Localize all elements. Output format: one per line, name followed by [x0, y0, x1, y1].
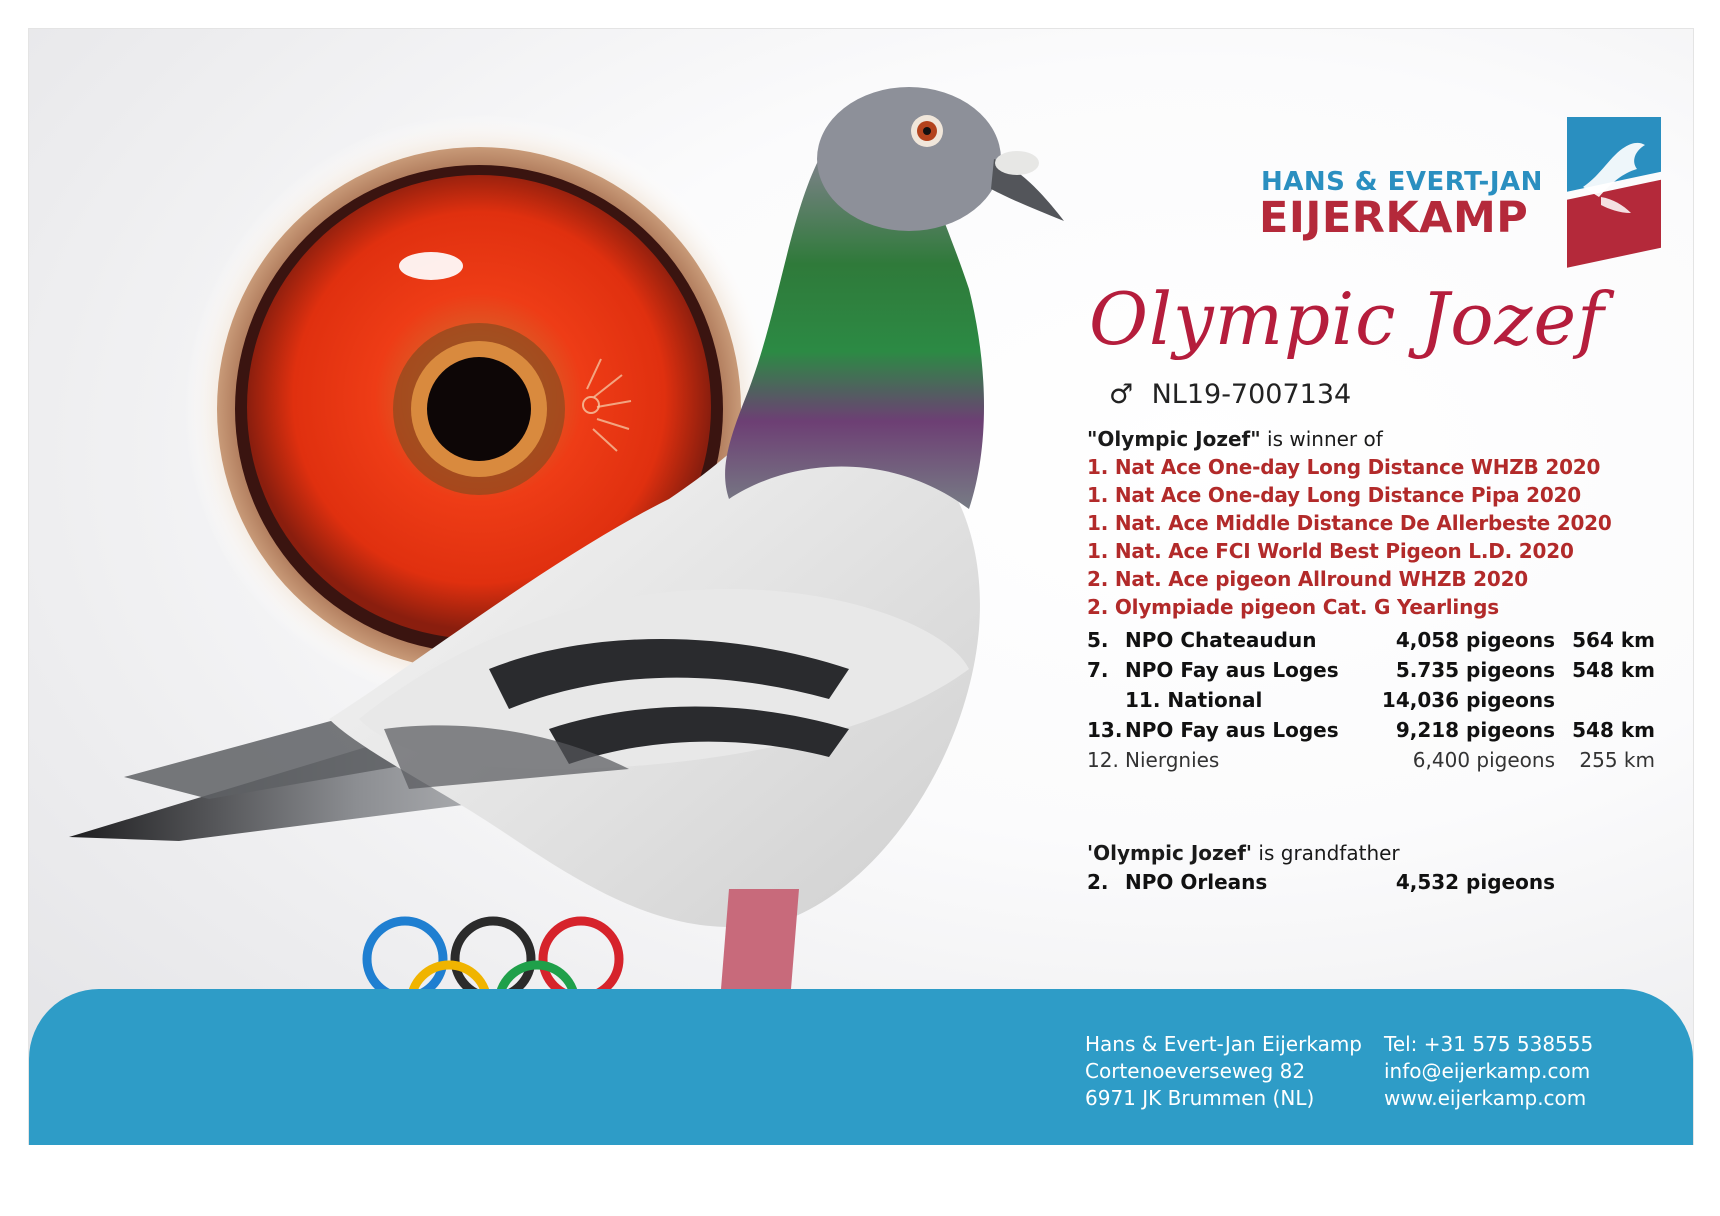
results-table — [1087, 625, 1655, 775]
footer-email: info@eijerkamp.com — [1384, 1059, 1591, 1083]
result-pigeons: 9,218 pigeons — [1395, 718, 1555, 742]
grandfather-results-table — [1087, 867, 1555, 897]
result-row — [1087, 625, 1655, 655]
grandfather-intro — [1087, 839, 1687, 867]
male-symbol-icon: ♂ — [1109, 379, 1134, 410]
result-row — [1087, 655, 1655, 685]
achievement-item: 1. Nat Ace One-day Long Distance WHZB 2020 — [1087, 455, 1601, 479]
result-race: NPO Chateaudun — [1125, 628, 1317, 652]
achievements-section — [1087, 425, 1687, 775]
footer-website: www.eijerkamp.com — [1384, 1086, 1587, 1110]
ring-number: NL19-7007134 — [1151, 379, 1352, 410]
footer-address — [1085, 1031, 1362, 1112]
result-rank: 13. — [1087, 718, 1123, 742]
result-pigeons: 4,532 pigeons — [1395, 870, 1555, 894]
achievement-item: 1. Nat. Ace Middle Distance De Allerbeste 2020 — [1087, 511, 1612, 535]
ring-number-row — [1109, 379, 1351, 410]
footer-contact — [1384, 1031, 1593, 1112]
poster-card — [28, 28, 1694, 1145]
winner-intro — [1087, 425, 1687, 453]
result-rank: 12. — [1087, 748, 1119, 772]
footer-company: Hans & Evert-Jan Eijerkamp — [1085, 1032, 1363, 1056]
result-row — [1087, 715, 1655, 745]
result-race: 11. National — [1125, 688, 1263, 712]
grandfather-intro-text: is grandfather — [1252, 841, 1400, 865]
achievement-item: 1. Nat Ace One-day Long Distance Pipa 2020 — [1087, 483, 1581, 507]
pigeon-name-title: Olympic Jozef — [1089, 277, 1605, 361]
result-race: NPO Fay aus Loges — [1125, 658, 1339, 682]
achievement-item: 2. Olympiade pigeon Cat. G Yearlings — [1087, 595, 1499, 619]
result-rank: 2. — [1087, 870, 1109, 894]
result-rank — [1087, 685, 1125, 715]
result-rank: 5. — [1087, 628, 1109, 652]
achievement-item: 1. Nat. Ace FCI World Best Pigeon L.D. 2020 — [1087, 539, 1574, 563]
dove-icon — [1561, 117, 1661, 269]
result-pigeons: 4,058 pigeons — [1395, 628, 1555, 652]
result-distance: 548 km — [1572, 718, 1655, 742]
result-rank: 7. — [1087, 658, 1109, 682]
footer-city: 6971 JK Brummen (NL) — [1085, 1086, 1315, 1110]
result-pigeons: 5.735 pigeons — [1395, 658, 1555, 682]
brand-line1: HANS & EVERT-JAN — [1261, 167, 1543, 197]
result-row — [1087, 685, 1655, 715]
winner-intro-name: "Olympic Jozef" — [1087, 427, 1261, 451]
achievement-item: 2. Nat. Ace pigeon Allround WHZB 2020 — [1087, 567, 1529, 591]
grandfather-section — [1087, 839, 1687, 897]
footer-bar — [29, 989, 1693, 1145]
brand-logo — [1261, 89, 1661, 259]
result-pigeons: 6,400 pigeons — [1412, 748, 1555, 772]
result-distance: 548 km — [1572, 658, 1655, 682]
result-row — [1087, 867, 1555, 897]
result-distance — [1555, 685, 1655, 715]
result-race: Niergnies — [1125, 748, 1220, 772]
result-race: NPO Orleans — [1125, 870, 1268, 894]
winner-intro-text: is winner of — [1260, 427, 1383, 451]
result-row — [1087, 745, 1655, 775]
brand-line2: EIJERKAMP — [1259, 193, 1529, 243]
footer-phone: Tel: +31 575 538555 — [1384, 1032, 1594, 1056]
result-distance: 255 km — [1579, 748, 1655, 772]
result-distance: 564 km — [1572, 628, 1655, 652]
grandfather-intro-name: 'Olympic Jozef' — [1087, 841, 1253, 865]
result-race: NPO Fay aus Loges — [1125, 718, 1339, 742]
result-pigeons: 14,036 pigeons — [1381, 688, 1555, 712]
footer-street: Cortenoeverseweg 82 — [1085, 1059, 1306, 1083]
